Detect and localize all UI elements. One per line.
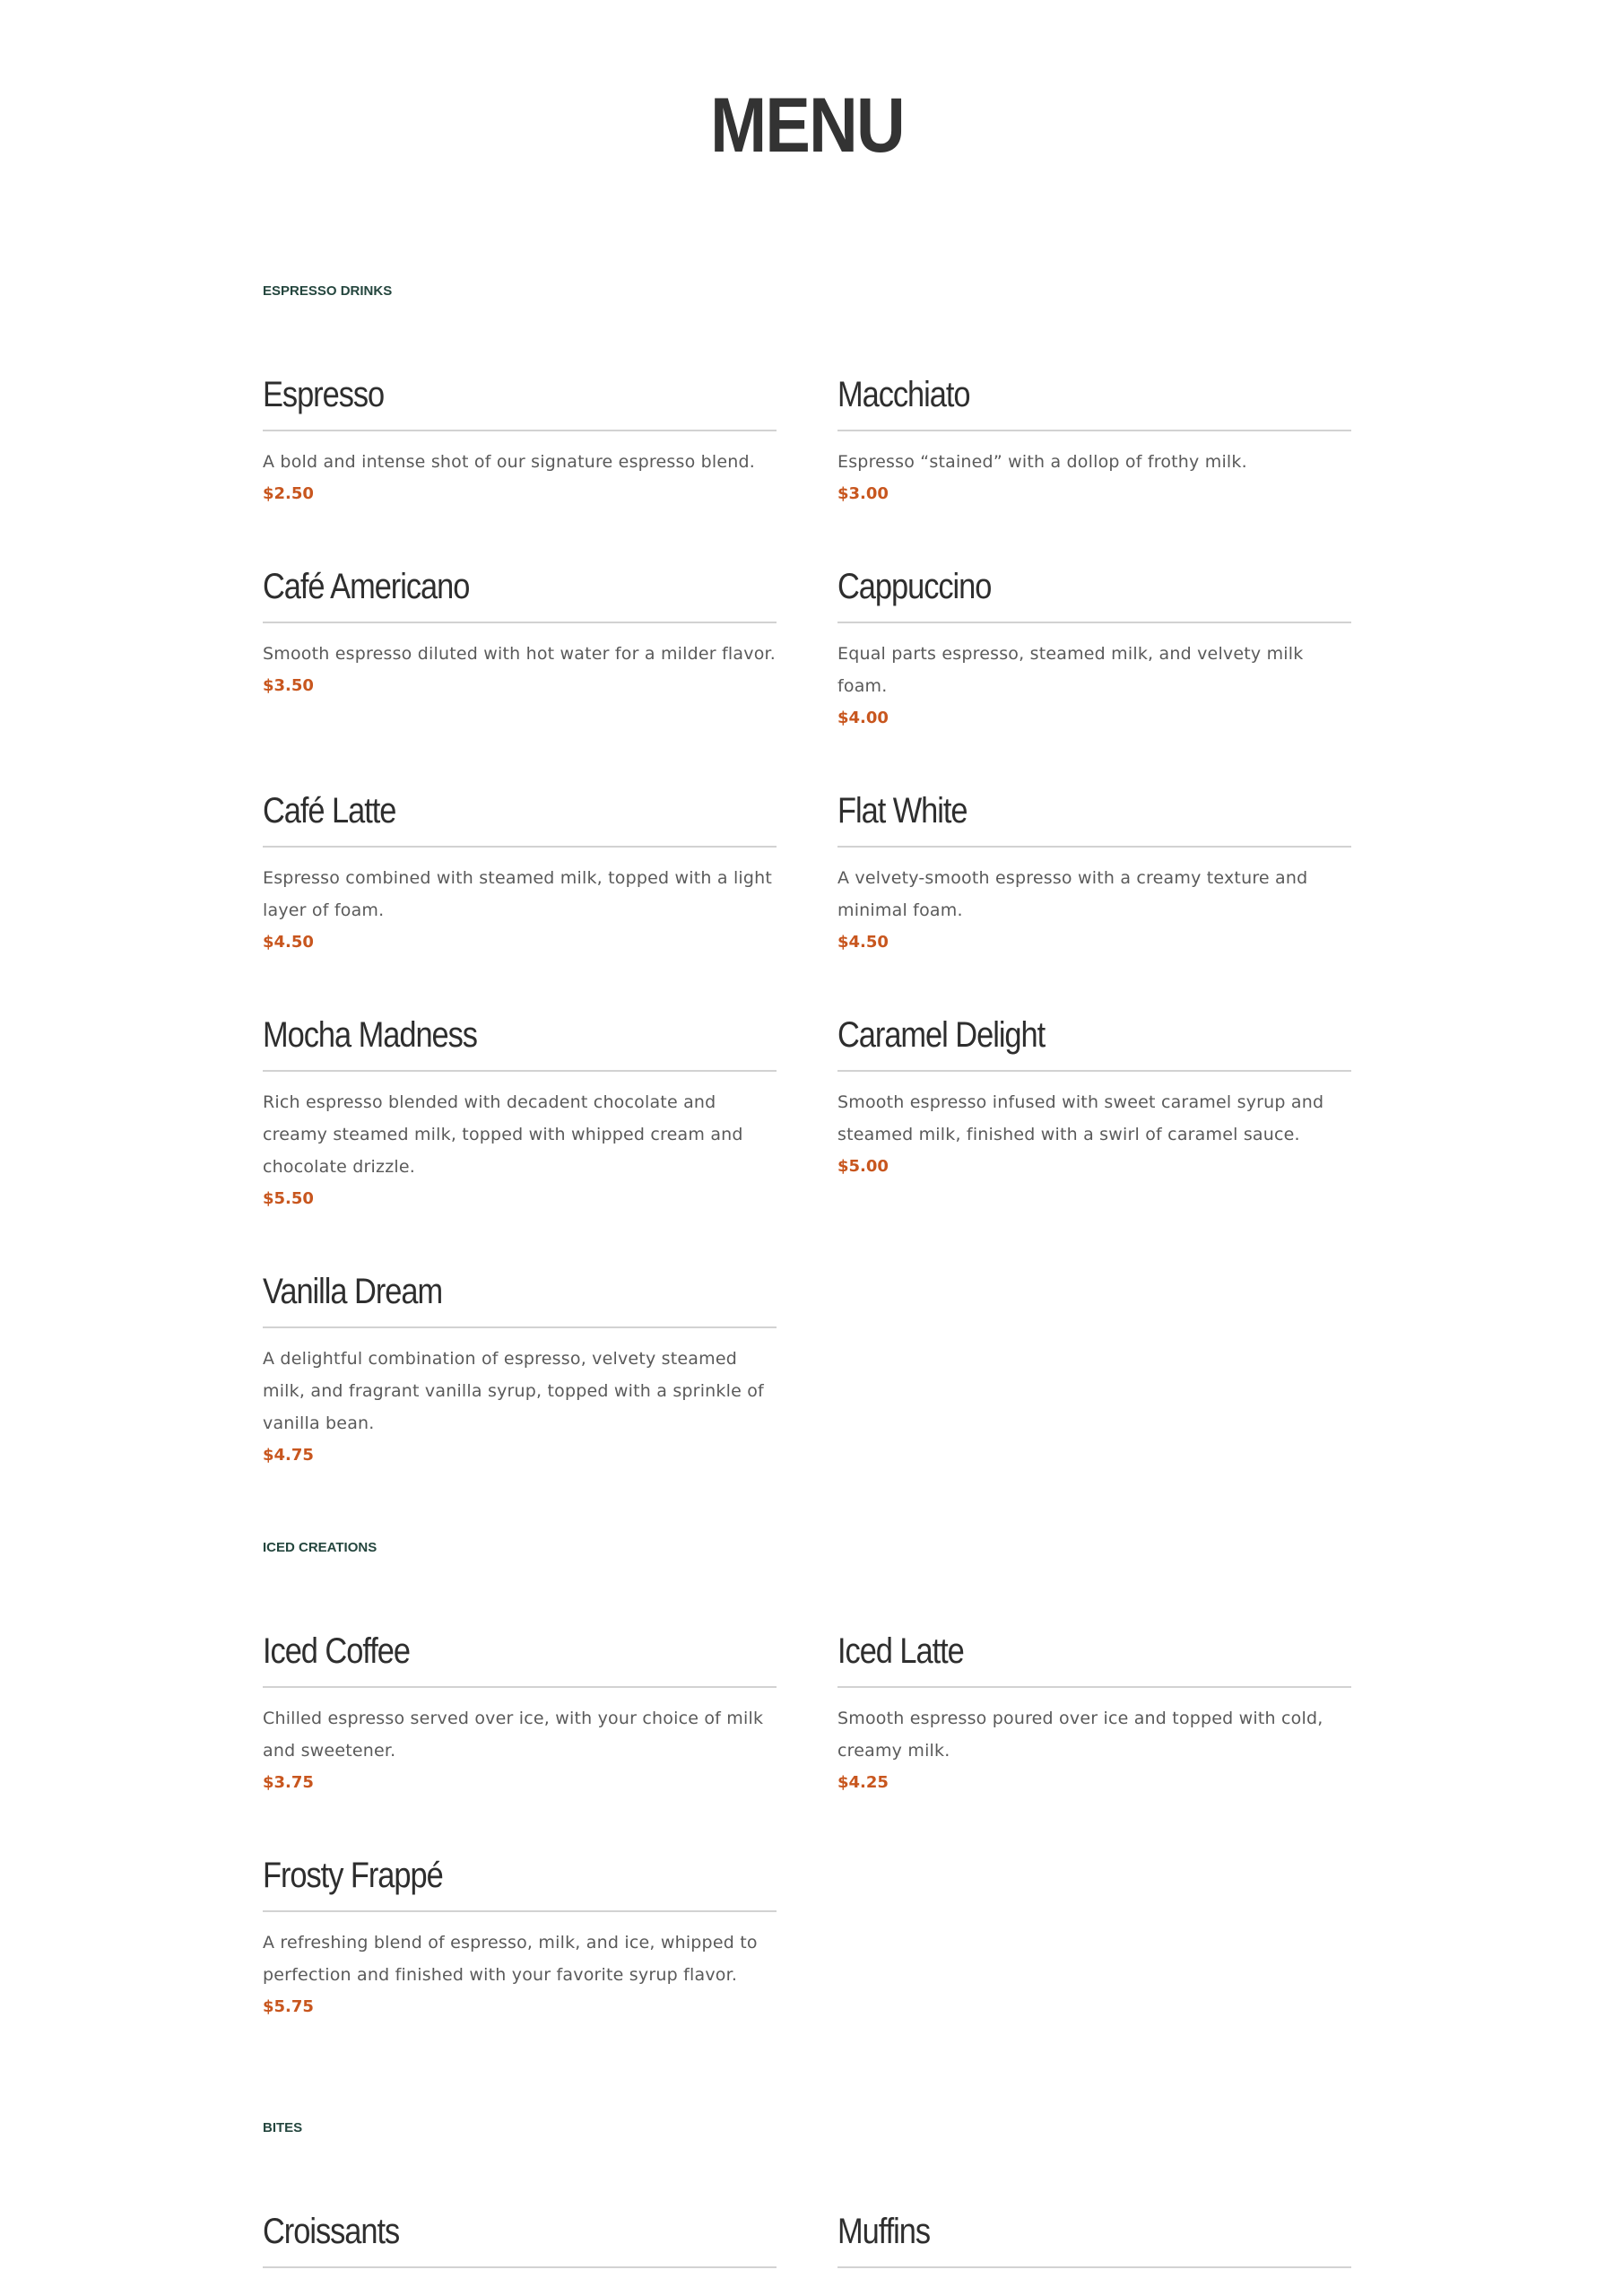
item-name: Iced Coffee bbox=[263, 1631, 410, 1671]
item-divider bbox=[837, 1686, 1351, 1688]
menu-item bbox=[263, 1629, 777, 1853]
item-divider bbox=[263, 1910, 777, 1912]
item-divider bbox=[837, 1070, 1351, 1072]
menu-item bbox=[263, 1853, 777, 2077]
item-description: A refreshing blend of espresso, milk, and ice, whipped to perfection and finished with your favorite syrup flavor. bbox=[263, 1933, 758, 1985]
item-description: Smooth espresso poured over ice and topped with cold, creamy milk. bbox=[837, 1709, 1323, 1761]
menu-item bbox=[837, 1013, 1351, 1269]
item-name: Croissants bbox=[263, 2212, 400, 2251]
item-name: Vanilla Dream bbox=[263, 1272, 443, 1311]
page-title: MENU bbox=[710, 83, 904, 169]
item-price: $4.00 bbox=[837, 709, 889, 727]
item-price: $5.50 bbox=[263, 1189, 314, 1208]
item-price: $5.75 bbox=[263, 1997, 314, 2016]
menu-item bbox=[263, 1269, 777, 1526]
item-divider bbox=[263, 430, 777, 431]
menu-item bbox=[837, 1629, 1351, 1853]
item-price: $4.75 bbox=[263, 1446, 314, 1465]
item-description: A bold and intense shot of our signature espresso blend. bbox=[263, 452, 756, 472]
item-divider bbox=[263, 1070, 777, 1072]
item-name: Café Latte bbox=[263, 791, 396, 831]
item-description: Rich espresso blended with decadent chocolate and creamy steamed milk, topped with whipped cream and chocolate drizzle. bbox=[263, 1092, 743, 1177]
item-divider bbox=[837, 430, 1351, 431]
item-price: $3.00 bbox=[837, 484, 889, 503]
menu-item bbox=[837, 564, 1351, 788]
item-name: Espresso bbox=[263, 375, 385, 414]
item-divider bbox=[263, 846, 777, 848]
item-description: Chilled espresso served over ice, with your choice of milk and sweetener. bbox=[263, 1709, 764, 1761]
item-price: $4.25 bbox=[837, 1773, 889, 1792]
item-divider bbox=[263, 1326, 777, 1328]
menu-grid bbox=[263, 372, 1351, 1526]
section-iced-creations bbox=[263, 1539, 1351, 2077]
menu-item bbox=[837, 788, 1351, 1013]
menu-item bbox=[263, 788, 777, 1013]
item-name: Caramel Delight bbox=[837, 1015, 1046, 1055]
item-name: Cappuccino bbox=[837, 567, 992, 606]
item-name: Frosty Frappé bbox=[263, 1856, 443, 1895]
item-price: $4.50 bbox=[263, 933, 314, 952]
item-divider bbox=[263, 2266, 777, 2268]
item-description: Espresso “stained” with a dollop of frothy milk. bbox=[837, 452, 1247, 472]
menu-item bbox=[263, 372, 777, 564]
section-bites bbox=[263, 2119, 1351, 2296]
item-divider bbox=[837, 846, 1351, 848]
item-price: $5.00 bbox=[837, 1157, 889, 1176]
item-price: $4.50 bbox=[837, 933, 889, 952]
item-price: $2.50 bbox=[263, 484, 314, 503]
item-price: $3.50 bbox=[263, 676, 314, 695]
item-divider bbox=[837, 622, 1351, 623]
menu-grid bbox=[263, 1629, 1351, 2077]
item-name: Café Americano bbox=[263, 567, 470, 606]
menu-item bbox=[837, 2209, 1351, 2296]
section-label: ICED CREATIONS bbox=[263, 1540, 377, 1555]
item-description: A delightful combination of espresso, velvety steamed milk, and fragrant vanilla syrup, topped with a sprinkle of vanilla bean. bbox=[263, 1349, 764, 1433]
menu-item bbox=[263, 1013, 777, 1269]
item-name: Flat White bbox=[837, 791, 968, 831]
menu-item bbox=[263, 2209, 777, 2296]
item-divider bbox=[263, 1686, 777, 1688]
item-description: A velvety-smooth espresso with a creamy texture and minimal foam. bbox=[837, 868, 1308, 920]
section-espresso-drinks bbox=[263, 283, 1351, 1526]
item-name: Muffins bbox=[837, 2212, 931, 2251]
menu-item bbox=[263, 564, 777, 788]
item-description: Smooth espresso infused with sweet caramel syrup and steamed milk, finished with a swirl of caramel sauce. bbox=[837, 1092, 1324, 1144]
menu-grid bbox=[263, 2209, 1351, 2296]
item-name: Mocha Madness bbox=[263, 1015, 477, 1055]
section-label: BITES bbox=[263, 2120, 303, 2135]
item-description: Equal parts espresso, steamed milk, and velvety milk foam. bbox=[837, 644, 1304, 696]
item-divider bbox=[263, 622, 777, 623]
item-description: Espresso combined with steamed milk, topped with a light layer of foam. bbox=[263, 868, 773, 920]
item-divider bbox=[837, 2266, 1351, 2268]
menu-item bbox=[837, 372, 1351, 564]
section-label: ESPRESSO DRINKS bbox=[263, 283, 393, 299]
item-description: Smooth espresso diluted with hot water for a milder flavor. bbox=[263, 644, 777, 664]
item-name: Iced Latte bbox=[837, 1631, 964, 1671]
item-price: $3.75 bbox=[263, 1773, 314, 1792]
item-name: Macchiato bbox=[837, 375, 970, 414]
